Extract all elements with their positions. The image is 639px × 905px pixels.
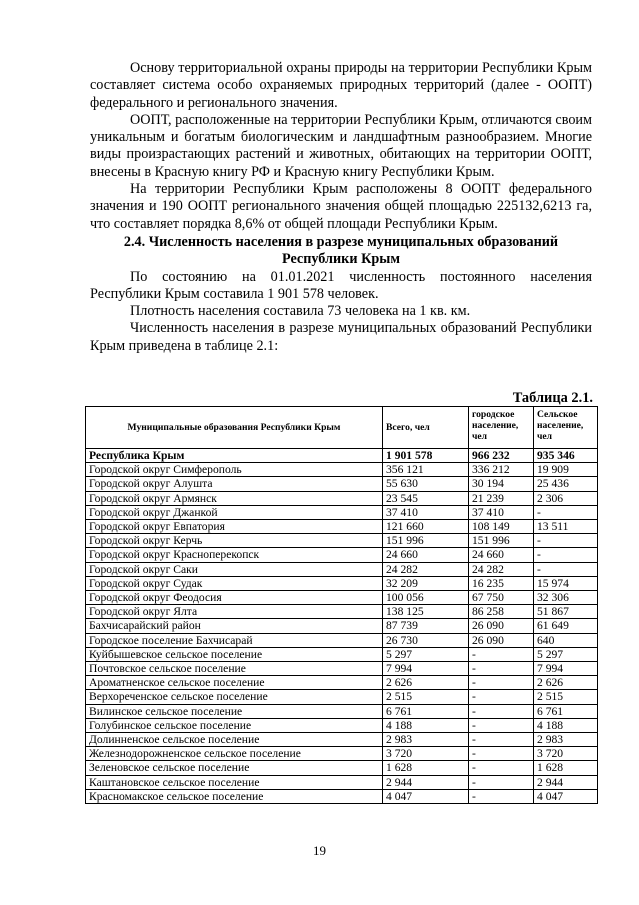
table-row [86,690,598,704]
cell-rural: - [534,534,598,548]
cell-rural: 1 628 [534,761,598,775]
paragraph-oopt-diversity: ООПТ, расположенные на территории Республики Крым, отличаются своим уникальным и богатым биологическим и ландшафтным разнообразием. Многие виды произрастающих растений и животных, обитающих на территории ООПТ, внесены в Красную книгу РФ и Красную книгу Республики Крым. [90,111,592,180]
cell-rural: - [534,505,598,519]
paragraph-table-intro: Численность населения в разрезе муниципальных образований Республики Крым приведена в таблице 2.1: [90,320,592,354]
cell-urban: - [469,647,534,661]
cell-name: Куйбышевское сельское поселение [86,647,383,661]
cell-urban: 151 996 [469,534,534,548]
cell-urban: 26 090 [469,633,534,647]
cell-rural: 2 515 [534,690,598,704]
table-total-row [86,449,598,463]
table-row [86,733,598,747]
header-municipality: Муниципальные образования Республики Крым [86,407,383,449]
cell-name: Городской округ Саки [86,562,383,576]
table-row [86,619,598,633]
table-row [86,576,598,590]
table-row [86,591,598,605]
table-row [86,491,598,505]
cell-rural: 51 867 [534,605,598,619]
cell-rural: - [534,548,598,562]
table-row [86,534,598,548]
cell-urban: - [469,704,534,718]
cell-urban: - [469,747,534,761]
cell-total: 7 994 [383,662,469,676]
cell-total: 100 056 [383,591,469,605]
cell-urban: - [469,733,534,747]
cell-total: 87 739 [383,619,469,633]
cell-total: 23 545 [383,491,469,505]
cell-urban: 16 235 [469,576,534,590]
cell-rural: 2 626 [534,676,598,690]
cell-total: 3 720 [383,747,469,761]
header-rural: Сельское население, чел [534,407,598,449]
cell-name: Верхореченское сельское поселение [86,690,383,704]
cell-rural: 15 974 [534,576,598,590]
paragraph-oopt-count: На территории Республики Крым расположены 8 ООПТ федерального значения и 190 ООПТ регионального значения общей площадью 225132,6213 га, что составляет порядка 8,6% от общей площади Республики Крым. [90,181,592,232]
cell-rural: 6 761 [534,704,598,718]
cell-total: 356 121 [383,463,469,477]
cell-total: 1 628 [383,761,469,775]
cell-name: Каштановское сельское поселение [86,775,383,789]
cell-total: 121 660 [383,520,469,534]
table-row [86,548,598,562]
total-name: Республика Крым [86,449,383,463]
table-row [86,562,598,576]
table-row [86,520,598,534]
cell-urban: 26 090 [469,619,534,633]
cell-name: Городской округ Красноперекопск [86,548,383,562]
cell-urban: 21 239 [469,491,534,505]
table-row [86,718,598,732]
paragraph-population: По состоянию на 01.01.2021 численность постоянного населения Республики Крым составила 1 901 578 человек. [90,268,592,302]
cell-rural: 61 649 [534,619,598,633]
cell-name: Городское поселение Бахчисарай [86,633,383,647]
cell-name: Вилинское сельское поселение [86,704,383,718]
cell-total: 2 515 [383,690,469,704]
header-total: Всего, чел [383,407,469,449]
cell-rural: 7 994 [534,662,598,676]
total-total: 1 901 578 [383,449,469,463]
table-row [86,761,598,775]
total-urban: 966 232 [469,449,534,463]
cell-rural: 5 297 [534,647,598,661]
cell-rural: 2 983 [534,733,598,747]
table-row [86,463,598,477]
cell-urban: 24 282 [469,562,534,576]
table-caption: Таблица 2.1. [512,390,593,406]
cell-name: Городской округ Евпатория [86,520,383,534]
cell-urban: - [469,718,534,732]
cell-rural: 13 511 [534,520,598,534]
paragraph-density: Плотность населения составила 73 человека на 1 кв. км. [130,303,471,320]
cell-rural: 32 306 [534,591,598,605]
cell-total: 24 660 [383,548,469,562]
cell-name: Городской округ Алушта [86,477,383,491]
body-text [90,60,592,355]
cell-name: Городской округ Ялта [86,605,383,619]
population-table [85,406,598,804]
cell-name: Городской округ Феодосия [86,591,383,605]
cell-total: 24 282 [383,562,469,576]
cell-name: Бахчисарайский район [86,619,383,633]
cell-total: 26 730 [383,633,469,647]
table-row [86,747,598,761]
table-header-row [86,407,598,449]
table-row [86,676,598,690]
cell-name: Городской округ Судак [86,576,383,590]
table-row [86,647,598,661]
cell-urban: 37 410 [469,505,534,519]
cell-rural: 4 047 [534,789,598,803]
cell-name: Голубинское сельское поселение [86,718,383,732]
table-row [86,505,598,519]
cell-total: 4 188 [383,718,469,732]
cell-urban: 86 258 [469,605,534,619]
cell-total: 2 944 [383,775,469,789]
cell-rural: 2 306 [534,491,598,505]
cell-rural: 2 944 [534,775,598,789]
cell-urban: 336 212 [469,463,534,477]
cell-urban: - [469,761,534,775]
cell-urban: - [469,775,534,789]
paragraph-oopt-basis: Основу территориальной охраны природы на территории Республики Крым составляет система особо охраняемых природных территорий (далее - ООПТ) федерального и регионального значения. [90,60,592,111]
cell-name: Зеленовское сельское поселение [86,761,383,775]
cell-name: Красномакское сельское поселение [86,789,383,803]
cell-name: Городской округ Армянск [86,491,383,505]
cell-urban: 30 194 [469,477,534,491]
cell-name: Почтовское сельское поселение [86,662,383,676]
cell-urban: - [469,662,534,676]
cell-name: Долинненское сельское поселение [86,733,383,747]
table-row [86,704,598,718]
cell-total: 55 630 [383,477,469,491]
cell-total: 6 761 [383,704,469,718]
cell-urban: - [469,789,534,803]
cell-total: 138 125 [383,605,469,619]
section-heading: 2.4. Численность населения в разрезе муниципальных образований Республики Крым [123,233,559,268]
cell-total: 2 626 [383,676,469,690]
table-row [86,775,598,789]
cell-name: Городской округ Джанкой [86,505,383,519]
cell-urban: 24 660 [469,548,534,562]
table-row [86,477,598,491]
cell-total: 5 297 [383,647,469,661]
table-row [86,789,598,803]
table-row [86,633,598,647]
cell-urban: 67 750 [469,591,534,605]
cell-name: Железнодорожненское сельское поселение [86,747,383,761]
cell-total: 4 047 [383,789,469,803]
cell-rural: - [534,562,598,576]
total-rural: 935 346 [534,449,598,463]
table-row [86,605,598,619]
cell-rural: 3 720 [534,747,598,761]
cell-name: Городской округ Керчь [86,534,383,548]
cell-name: Городской округ Симферополь [86,463,383,477]
page-number: 19 [313,843,326,858]
cell-rural: 19 909 [534,463,598,477]
cell-urban: - [469,690,534,704]
cell-rural: 4 188 [534,718,598,732]
cell-name: Ароматненское сельское поселение [86,676,383,690]
cell-urban: - [469,676,534,690]
cell-total: 32 209 [383,576,469,590]
header-urban: городское население, чел [469,407,534,449]
cell-urban: 108 149 [469,520,534,534]
cell-rural: 25 436 [534,477,598,491]
cell-total: 2 983 [383,733,469,747]
cell-total: 37 410 [383,505,469,519]
table-row [86,662,598,676]
cell-rural: 640 [534,633,598,647]
cell-total: 151 996 [383,534,469,548]
